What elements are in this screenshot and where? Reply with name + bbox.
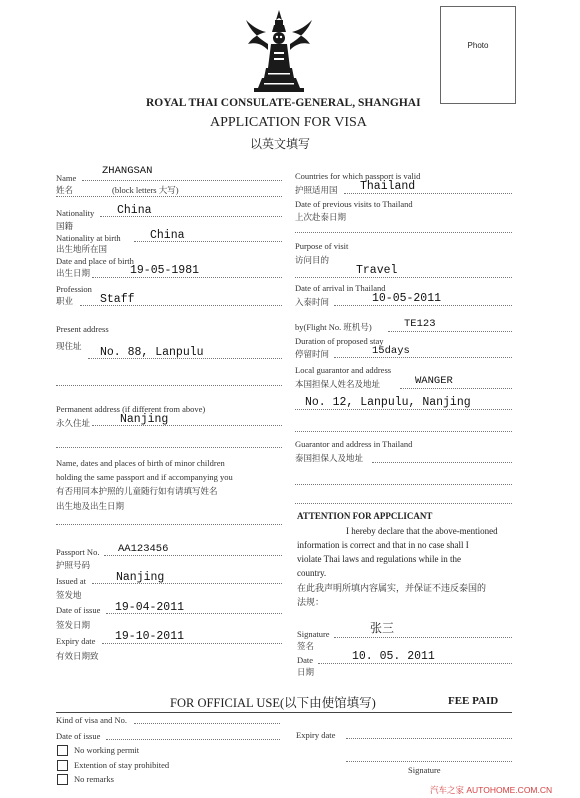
permanent-address-cn-label: 永久住址 [56, 418, 91, 428]
official-kind-label: Kind of visa and No. [56, 715, 128, 725]
minors-line-4: 出生地及出生日期 [56, 501, 125, 511]
profession-line [80, 305, 282, 306]
nationality-label: Nationality [56, 208, 95, 218]
nat-birth-label: Nationality at birth [56, 233, 121, 243]
flight-value[interactable]: TE123 [404, 318, 436, 330]
guarantor-extra-line [295, 431, 512, 432]
extension-prohibited-checkbox[interactable] [57, 760, 68, 771]
attention-title: ATTENTION FOR APPCLICANT [297, 511, 433, 521]
date-issue-label: Date of issue [56, 605, 101, 615]
nationality-cn-label: 国籍 [56, 221, 74, 231]
permanent-address-label: Permanent address (if different from above) [56, 404, 206, 414]
garuda-emblem [244, 8, 314, 94]
prev-visits-label: Date of previous visits to Thailand [295, 199, 413, 209]
guarantor-address-line [295, 409, 512, 410]
extension-prohibited-label: Extention of stay prohibited [74, 760, 170, 770]
guarantor-thai-line-1 [372, 462, 512, 463]
minors-line-3: 有否用同本护照的儿童随行如有请填写姓名 [56, 486, 218, 496]
passport-label: Passport No. [56, 547, 100, 557]
dob-cn-label: 出生日期 [56, 268, 91, 278]
guarantor-thai-cn-label: 泰国担保人及地址 [295, 453, 364, 463]
purpose-label: Purpose of visit [295, 241, 349, 251]
duration-cn-label: 停留时间 [295, 349, 330, 359]
attention-line-4: country. [297, 568, 327, 578]
date-issue-cn-label: 签发日期 [56, 620, 91, 630]
expiry-value[interactable]: 19-10-2011 [115, 630, 185, 643]
no-working-permit-checkbox[interactable] [57, 745, 68, 756]
date-issue-value[interactable]: 19-04-2011 [115, 601, 185, 614]
official-date-issue-line [106, 739, 280, 740]
name-value[interactable]: ZHANGSAN [102, 165, 153, 177]
date-label: Date [297, 655, 314, 665]
photo-label: Photo [467, 41, 489, 50]
signature-label: Signature [297, 629, 330, 639]
permanent-address-line-1 [92, 425, 282, 426]
official-kind-line [134, 723, 280, 724]
nationality-value[interactable]: China [117, 204, 152, 217]
present-address-label: Present address [56, 324, 109, 334]
attention-line-3: violate Thai laws and regulations while in the [297, 554, 462, 564]
photo-box[interactable] [440, 6, 516, 104]
guarantor-address-value[interactable]: No. 12, Lanpulu, Nanjing [305, 396, 471, 409]
form-title: APPLICATION FOR VISA [210, 115, 367, 130]
official-title: FOR OFFICIAL USE(以下由使馆填写) [170, 696, 376, 710]
guarantor-cn-label: 本国担保人姓名及地址 [295, 379, 381, 389]
issued-cn-label: 签发地 [56, 590, 82, 600]
attention-cn-2: 法规： [297, 597, 325, 607]
nat-birth-line [134, 241, 282, 242]
signature-value[interactable]: 张三 [370, 621, 395, 635]
passport-value[interactable]: AA123456 [118, 543, 169, 555]
expiry-label: Expiry date [56, 636, 96, 646]
nationality-line [100, 216, 282, 217]
passport-line [104, 555, 282, 556]
name-label: Name [56, 173, 77, 183]
prev-visits-cn-label: 上次赴泰日期 [295, 212, 347, 222]
present-address-line-1 [88, 358, 282, 359]
date-issue-line [106, 613, 282, 614]
minors-line-1: Name, dates and places of birth of minor children [56, 458, 225, 468]
minors-line-5 [56, 524, 282, 525]
no-remarks-label: No remarks [74, 774, 114, 784]
form-subtitle-cn: 以英文填写 [250, 137, 311, 151]
arrival-line [334, 305, 512, 306]
no-working-permit-label: No working permit [74, 745, 140, 755]
purpose-value[interactable]: Travel [356, 264, 398, 277]
date-line [318, 663, 512, 664]
attention-cn-1: 在此我声明所填内容属实，并保证不违反泰国的 [297, 583, 487, 593]
guarantor-line [400, 388, 512, 389]
expiry-line [102, 643, 282, 644]
prev-visits-line [295, 232, 512, 233]
permanent-address-line-2 [56, 447, 282, 448]
profession-value[interactable]: Staff [100, 293, 135, 306]
attention-line-2: information is correct and that in no case shall I [297, 540, 469, 550]
signature-line [334, 637, 512, 638]
flight-line [388, 331, 512, 332]
issued-line [92, 583, 282, 584]
present-address-cn-label: 现住址 [56, 341, 82, 351]
watermark-text: 汽车之家 AUTOHOME.COM.CN [430, 785, 553, 795]
issued-value[interactable]: Nanjing [116, 571, 165, 584]
minors-line-2: holding the same passport and if accompanying you [56, 472, 233, 482]
issued-label: Issued at [56, 576, 86, 586]
dob-value[interactable]: 19-05-1981 [130, 264, 200, 277]
profession-cn-label: 职业 [56, 296, 74, 306]
arrival-label: Date of arrival in Thailand [295, 283, 386, 293]
block-letters-note: (block letters 大写) [112, 185, 179, 195]
expiry-cn-label: 有效日期致 [56, 651, 99, 661]
attention-line-1: I hereby declare that the above-mentioned [346, 526, 498, 536]
name-cn-label: 姓名 [56, 185, 74, 195]
arrival-value[interactable]: 10-05-2011 [372, 292, 442, 305]
duration-value[interactable]: 15days [372, 345, 410, 357]
permanent-address-value[interactable]: Nanjing [120, 413, 169, 426]
name-line-2 [56, 196, 282, 197]
guarantor-label: Local guarantor and address [295, 365, 392, 375]
present-address-value[interactable]: No. 88, Lanpulu [100, 346, 204, 359]
passport-cn-label: 护照号码 [56, 560, 91, 570]
nat-birth-cn-label: 出生地所在国 [56, 244, 108, 254]
countries-value[interactable]: Thailand [360, 180, 416, 193]
official-expiry-label: Expiry date [296, 730, 336, 740]
profession-label: Profession [56, 284, 92, 294]
guarantor-thai-line-3 [295, 503, 512, 504]
guarantor-thai-line-2 [295, 484, 512, 485]
duration-line [334, 357, 512, 358]
guarantor-thai-label: Guarantor and address in Thailand [295, 439, 413, 449]
guarantor-value[interactable]: WANGER [415, 375, 453, 387]
no-remarks-checkbox[interactable] [57, 774, 68, 785]
present-address-line-2 [56, 385, 282, 386]
name-line [82, 180, 282, 181]
purpose-line [295, 277, 512, 278]
flight-label: by(Flight No. 班机号) [295, 322, 372, 332]
signature-cn-label: 签名 [297, 641, 315, 651]
date-cn-label: 日期 [297, 667, 315, 677]
official-rule [56, 712, 512, 713]
duration-label: Duration of proposed stay [295, 336, 384, 346]
countries-cn-label: 护照适用国 [295, 185, 338, 195]
dob-label: Date and place of birth [56, 256, 134, 266]
arrival-cn-label: 入泰时间 [295, 297, 330, 307]
countries-line [344, 193, 512, 194]
countries-label: Countries for which passport is valid [295, 171, 421, 181]
official-date-issue-label: Date of issue [56, 731, 101, 741]
date-value[interactable]: 10. 05. 2011 [352, 650, 435, 663]
consulate-title: ROYAL THAI CONSULATE-GENERAL, SHANGHAI [146, 97, 421, 109]
official-signature-label: Signature [408, 765, 441, 775]
official-expiry-line [346, 738, 512, 739]
purpose-cn-label: 访问目的 [295, 255, 330, 265]
dob-line [92, 277, 282, 278]
nat-birth-value[interactable]: China [150, 229, 185, 242]
fee-paid-label: FEE PAID [448, 695, 499, 707]
official-signature-line [346, 761, 512, 762]
